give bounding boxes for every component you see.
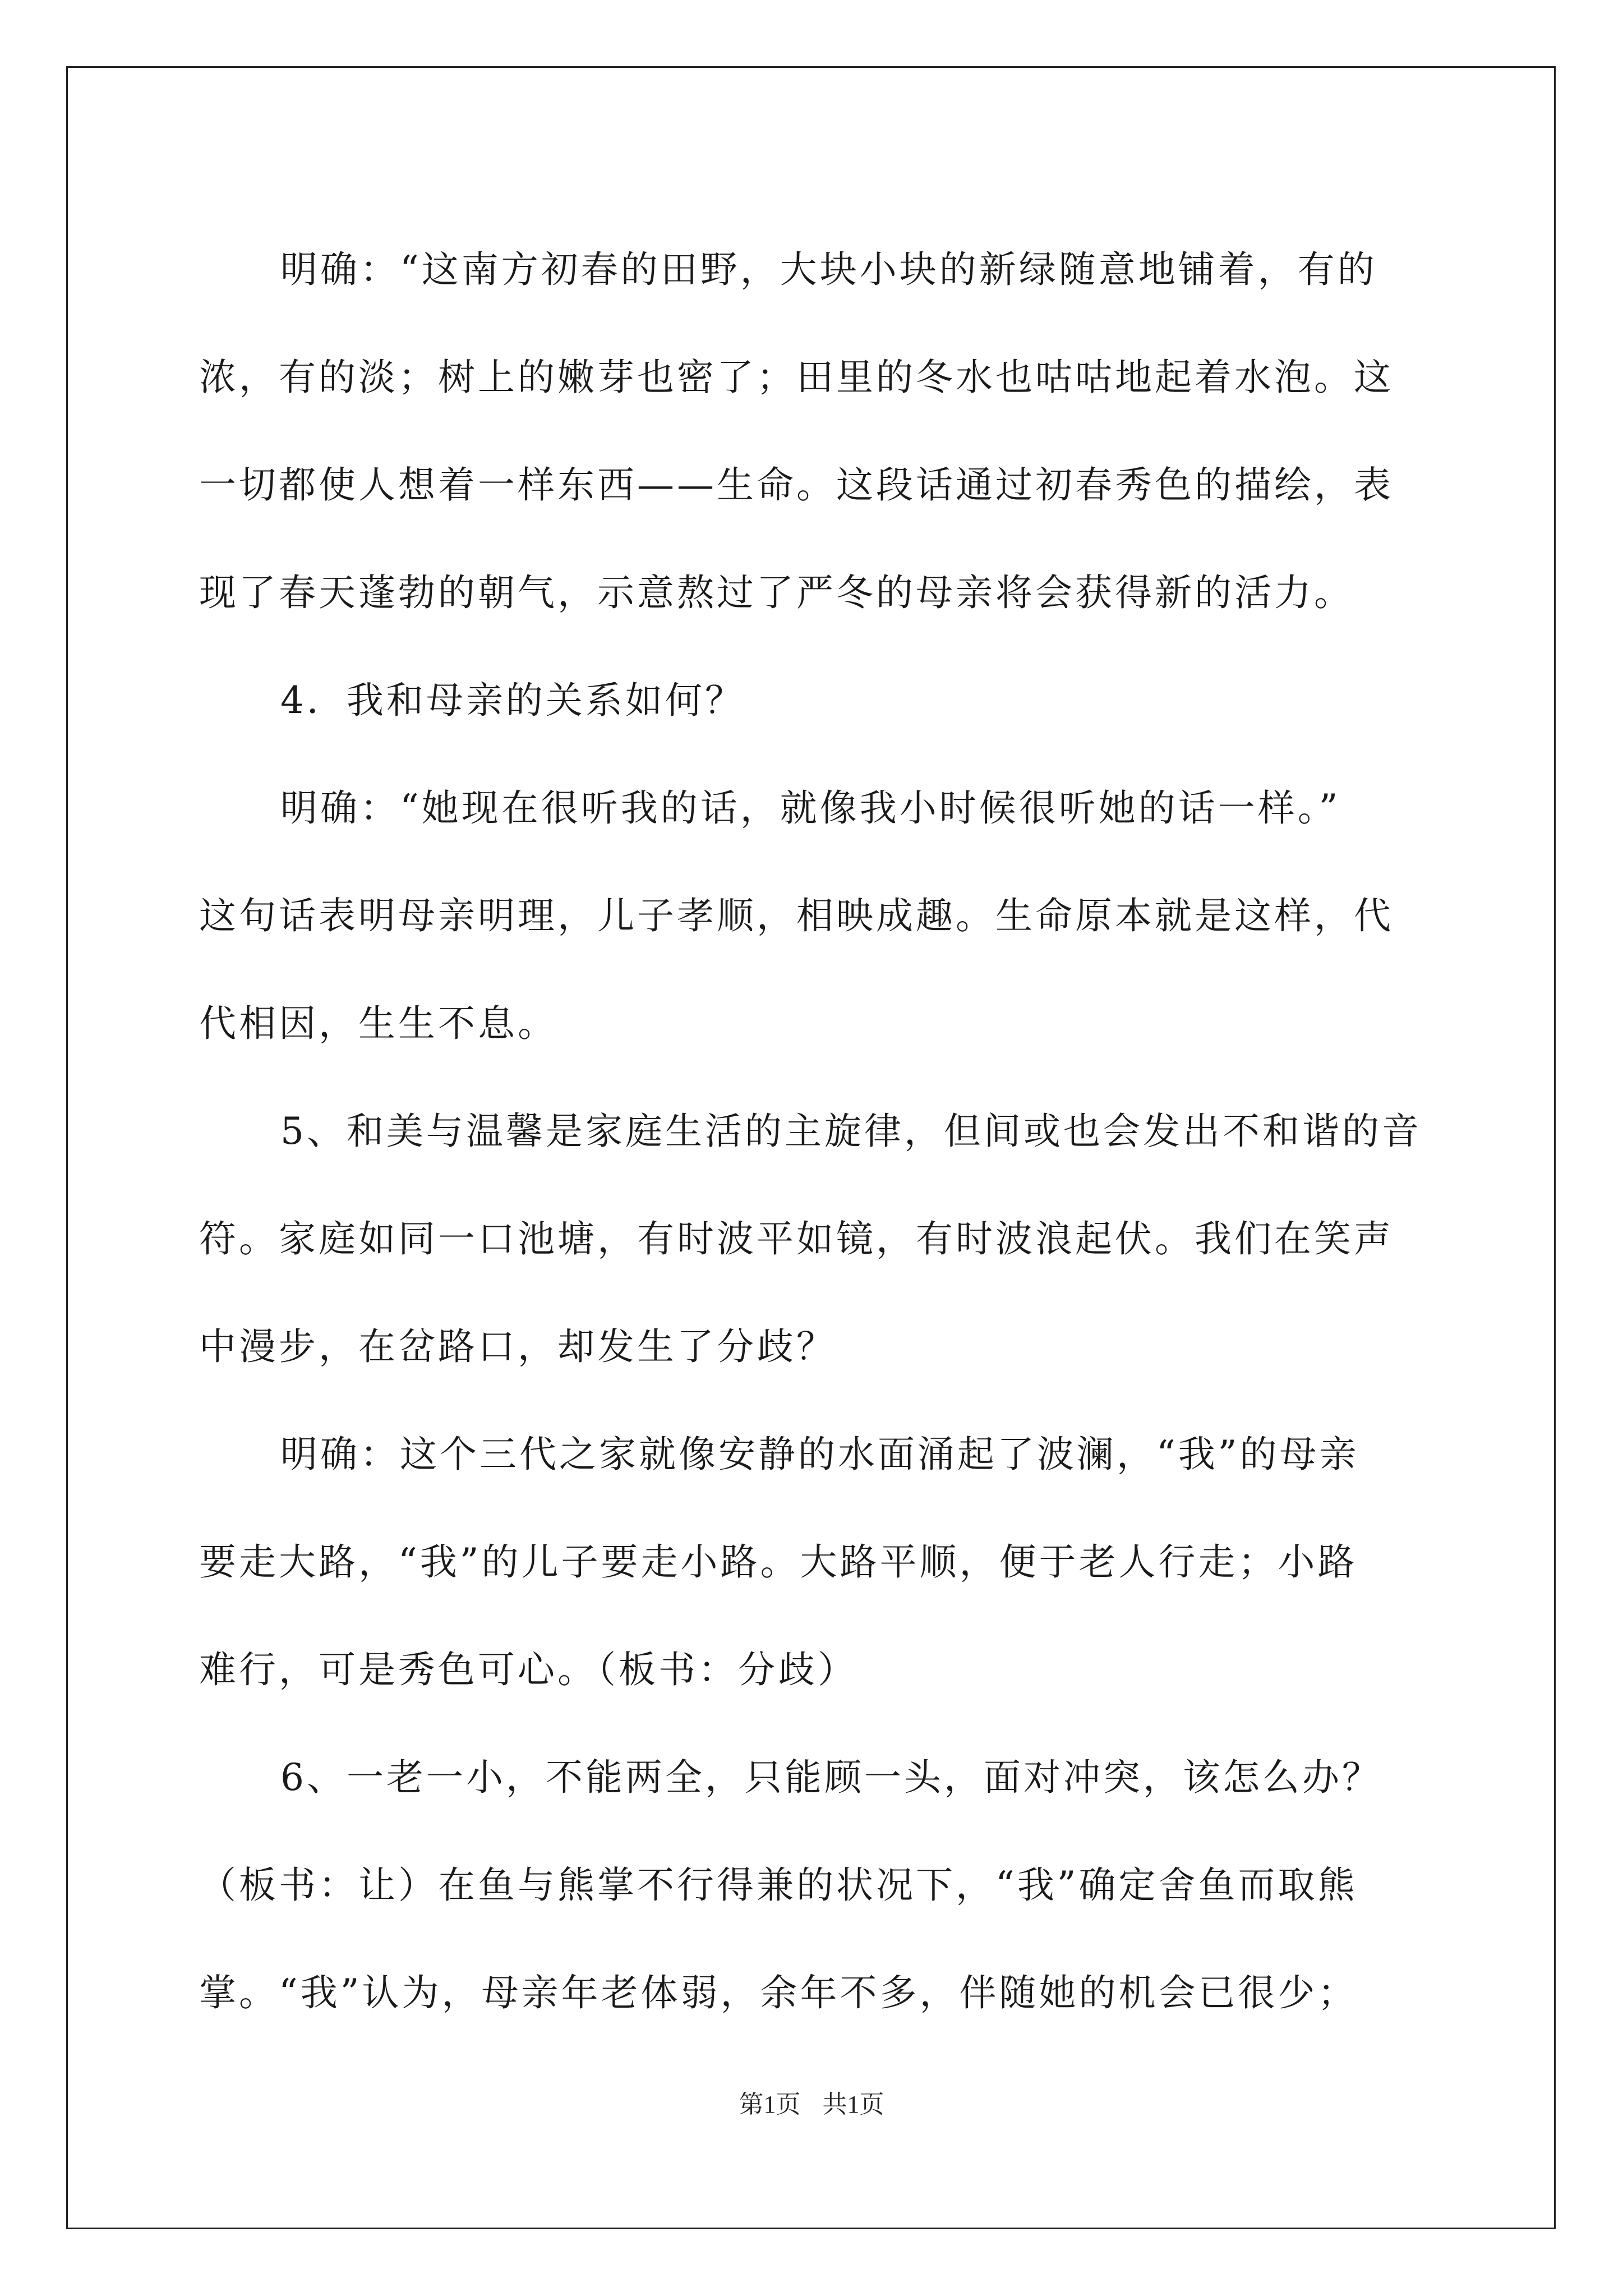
text-line: 符。家庭如同一口池塘，有时波平如镜，有时波浪起伏。我们在笑声 xyxy=(199,1217,1394,1260)
question-heading: 4．我和母亲的关系如何？ xyxy=(280,679,745,722)
page-footer xyxy=(0,2084,1623,2120)
text-line: 中漫步，在岔路口，却发生了分歧？ xyxy=(199,1325,836,1368)
text-line: 明确：“这南方初春的田野，大块小块的新绿随意地铺着，有的 xyxy=(280,248,1377,291)
text-line: 明确：“她现在很听我的话，就像我小时候很听她的话一样。” xyxy=(280,786,1341,830)
question-heading: 5、和美与温馨是家庭生活的主旋律，但间或也会发出不和谐的音 xyxy=(280,1110,1422,1153)
text-line: 浓，有的淡；树上的嫩芽也密了；田里的冬水也咕咕地起着水泡。这 xyxy=(199,356,1394,399)
text-line: （板书：让）在鱼与熊掌不行得兼的状况下，“我”确定舍鱼而取熊 xyxy=(199,1864,1358,1907)
text-line: 掌。“我”认为，母亲年老体弱，余年不多，伴随她的机会已很少； xyxy=(199,1971,1358,2014)
page-total: 共1页 xyxy=(822,2091,884,2118)
document-body xyxy=(199,216,1433,2047)
question-heading: 6、一老一小，不能两全，只能顾一头，面对冲突，该怎么办？ xyxy=(280,1756,1382,1799)
text-line: 这句话表明母亲明理，儿子孝顺，相映成趣。生命原本就是这样，代 xyxy=(199,894,1394,937)
text-line: 要走大路，“我”的儿子要走小路。大路平顺，便于老人行走；小路 xyxy=(199,1540,1358,1584)
page-number: 第1页 xyxy=(739,2091,801,2118)
text-line: 现了春天蓬勃的朝气，示意熬过了严冬的母亲将会获得新的活力。 xyxy=(199,571,1354,614)
text-line: 难行，可是秀色可心。（板书：分歧） xyxy=(199,1648,857,1691)
text-line: 明确：这个三代之家就像安静的水面涌起了波澜，“我”的母亲 xyxy=(280,1433,1359,1476)
text-line: 一切都使人想着一样东西——生命。这段话通过初春秀色的描绘，表 xyxy=(199,463,1394,507)
text-line: 代相因，生生不息。 xyxy=(199,1002,557,1045)
